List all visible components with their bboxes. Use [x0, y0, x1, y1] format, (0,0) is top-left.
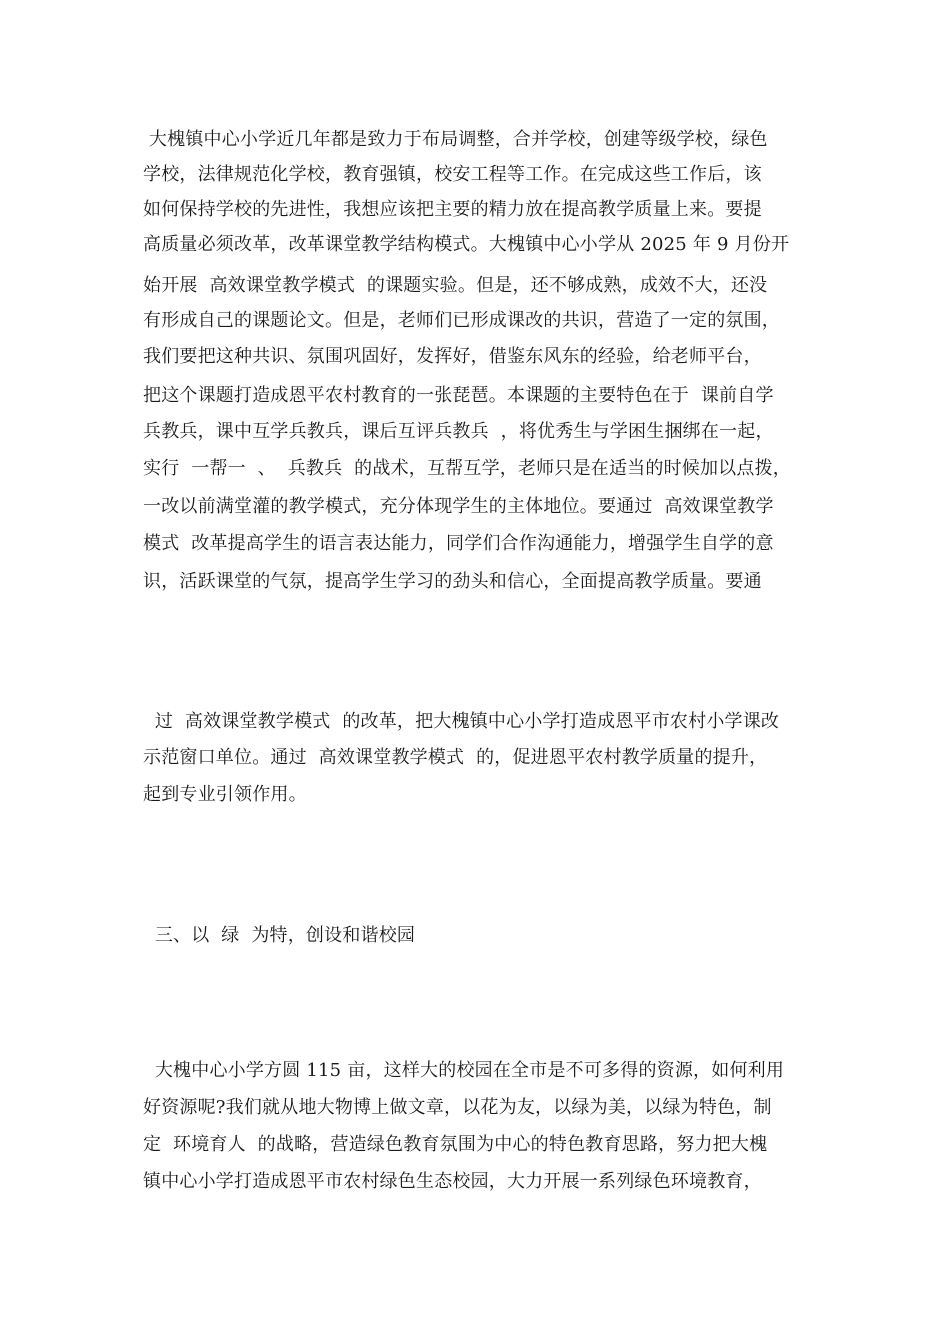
paragraph-1-line: 学校，法律规范化学校，教育强镇，校安工程等工作。在完成这些工作后，该: [143, 164, 762, 185]
paragraph-1-line: 实行 一帮一 、 兵教兵 的战术，互帮互学，老师只是在适当的时候加以点拨，: [143, 458, 791, 479]
section-heading: 三、以 绿 为特，创设和谐校园: [143, 925, 416, 946]
paragraph-1-line: 一改以前满堂灌的教学模式，充分体现学生的主体地位。要通过 高效课堂教学: [143, 496, 774, 517]
paragraph-3-line: 定 环境育人 的战略，营造绿色教育氛围为中心的特色教育思路，努力把大槐: [143, 1134, 768, 1155]
paragraph-1-line: 始开展 高效课堂教学模式 的课题实验。但是，还不够成熟，成效不大，还没: [143, 275, 768, 296]
paragraph-1-line: 有形成自己的课题论文。但是，老师们已形成课改的共识，营造了一定的氛围，: [143, 310, 780, 331]
paragraph-1-line: 大槐镇中心小学近几年都是致力于布局调整，合并学校，创建等级学校，绿色: [143, 129, 768, 150]
paragraph-1-line: 识，活跃课堂的气氛，提高学生学习的劲头和信心，全面提高教学质量。要通: [143, 571, 762, 592]
paragraph-3-line: 大槐中心小学方圆 115 亩，这样大的校园在全市是不可多得的资源，如何利用: [143, 1060, 785, 1081]
paragraph-2-line: 起到专业引领作用。: [143, 784, 307, 805]
paragraph-1-line: 我们要把这种共识、氛围巩固好，发挥好，借鉴东风东的经验，给老师平台，: [143, 346, 762, 367]
paragraph-3-line: 镇中心小学打造成恩平市农村绿色生态校园，大力开展一系列绿色环境教育，: [143, 1171, 762, 1192]
paragraph-3-line: 好资源呢?我们就从地大物博上做文章，以花为友，以绿为美，以绿为特色，制: [143, 1097, 772, 1118]
paragraph-2-line: 过 高效课堂教学模式 的改革，把大槐镇中心小学打造成恩平市农村小学课改: [143, 711, 780, 732]
paragraph-1-line: 模式 改革提高学生的语言表达能力，同学们合作沟通能力，增强学生自学的意: [143, 533, 774, 554]
paragraph-1-line: 兵教兵，课中互学兵教兵，课后互评兵教兵 ，将优秀生与学困生捆绑在一起，: [143, 421, 774, 442]
paragraph-1-line: 把这个课题打造成恩平农村教育的一张琵琶。本课题的主要特色在于 课前自学: [143, 385, 774, 406]
paragraph-1-line: 如何保持学校的先进性，我想应该把主要的精力放在提高教学质量上来。要提: [143, 199, 762, 220]
paragraph-2-line: 示范窗口单位。通过 高效课堂教学模式 的，促进恩平农村教学质量的提升，: [143, 747, 768, 768]
paragraph-1-line: 高质量必须改革，改革课堂教学结构模式。大槐镇中心小学从 2025 年 9 月份开: [143, 234, 790, 255]
